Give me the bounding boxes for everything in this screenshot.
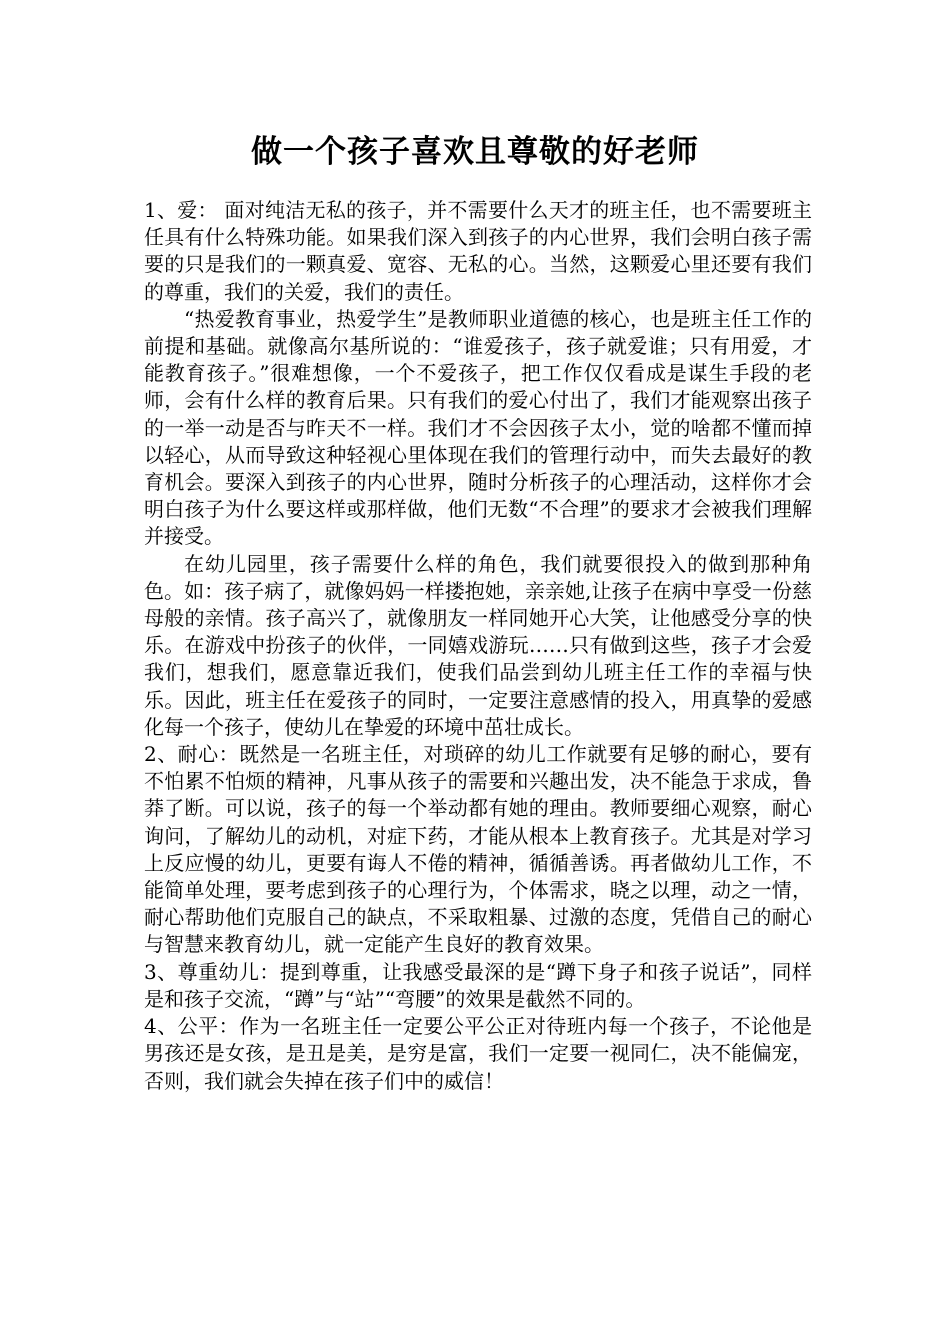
paragraph-love: 1、爱： 面对纯洁无私的孩子，并不需要什么天才的班主任，也不需要班主任具有什么特殊功能。如果我们深入到孩子的内心世界，我们会明白孩子需要的只是我们的一颗真爱、宽容、无私的心。当然，这颗爱心里还要有我们的尊重，我们的关爱，我们的责任。: [144, 198, 812, 304]
paragraph-respect: 3、尊重幼儿：提到尊重，让我感受最深的是“蹲下身子和孩子说话”，同样是和孩子交流，“蹲”与“站”“弯腰”的效果是截然不同的。: [144, 959, 812, 1011]
paragraph-love-core: “热爱教育事业，热爱学生”是教师职业道德的核心，也是班主任工作的前提和基础。就像高尔基所说的：“谁爱孩子，孩子就爱谁；只有用爱，才能教育孩子。”很难想像，一个不爱孩子，把工作仅仅看成是谋生手段的老师，会有什么样的教育后果。只有我们的爱心付出了，我们才能观察出孩子的一举一动是否与昨天不一样。我们才不会因孩子太小，觉的啥都不懂而掉以轻心，从而导致这种轻视心里体现在我们的管理行动中，而失去最好的教育机会。要深入到孩子的内心世界，随时分析孩子的心理活动，这样你才会明白孩子为什么要这样或那样做，他们无数“不合理”的要求才会被我们理解并接受。: [144, 306, 812, 549]
paragraph-kindergarten-role: 在幼儿园里，孩子需要什么样的角色，我们就要很投入的做到那种角色。如：孩子病了，就像妈妈一样搂抱她，亲亲她,让孩子在病中享受一份慈母般的亲情。孩子高兴了，就像朋友一样同她开心大笑，让他感受分享的快乐。在游戏中扮孩子的伙伴，一同嬉戏游玩……只有做到这些，孩子才会爱我们，想我们，愿意靠近我们，使我们品尝到幼儿班主任工作的幸福与快乐。因此，班主任在爱孩子的同时，一定要注意感情的投入，用真挚的爱感化每一个孩子，使幼儿在挚爱的环境中茁壮成长。: [144, 551, 812, 739]
document-body: [144, 197, 812, 1095]
paragraph-fairness: 4、公平：作为一名班主任一定要公平公正对待班内每一个孩子，不论他是男孩还是女孩，是丑是美，是穷是富，我们一定要一视同仁，决不能偏宠，否则，我们就会失掉在孩子们中的威信！: [144, 1014, 812, 1093]
paragraph-patience: 2、耐心：既然是一名班主任，对琐碎的幼儿工作就要有足够的耐心，要有不怕累不怕烦的精神，凡事从孩子的需要和兴趣出发，决不能急于求成，鲁莽了断。可以说，孩子的每一个举动都有她的理由。教师要细心观察，耐心询问，了解幼儿的动机，对症下药，才能从根本上教育孩子。尤其是对学习上反应慢的幼儿，更要有诲人不倦的精神，循循善诱。再者做幼儿工作，不能简单处理，要考虑到孩子的心理行为，个体需求，晓之以理，动之一情，耐心帮助他们克服自己的缺点，不采取粗暴、过激的态度，凭借自己的耐心与智慧来教育幼儿，就一定能产生良好的教育效果。: [144, 742, 812, 957]
document-title: 做一个孩子喜欢且尊敬的好老师: [251, 134, 699, 170]
